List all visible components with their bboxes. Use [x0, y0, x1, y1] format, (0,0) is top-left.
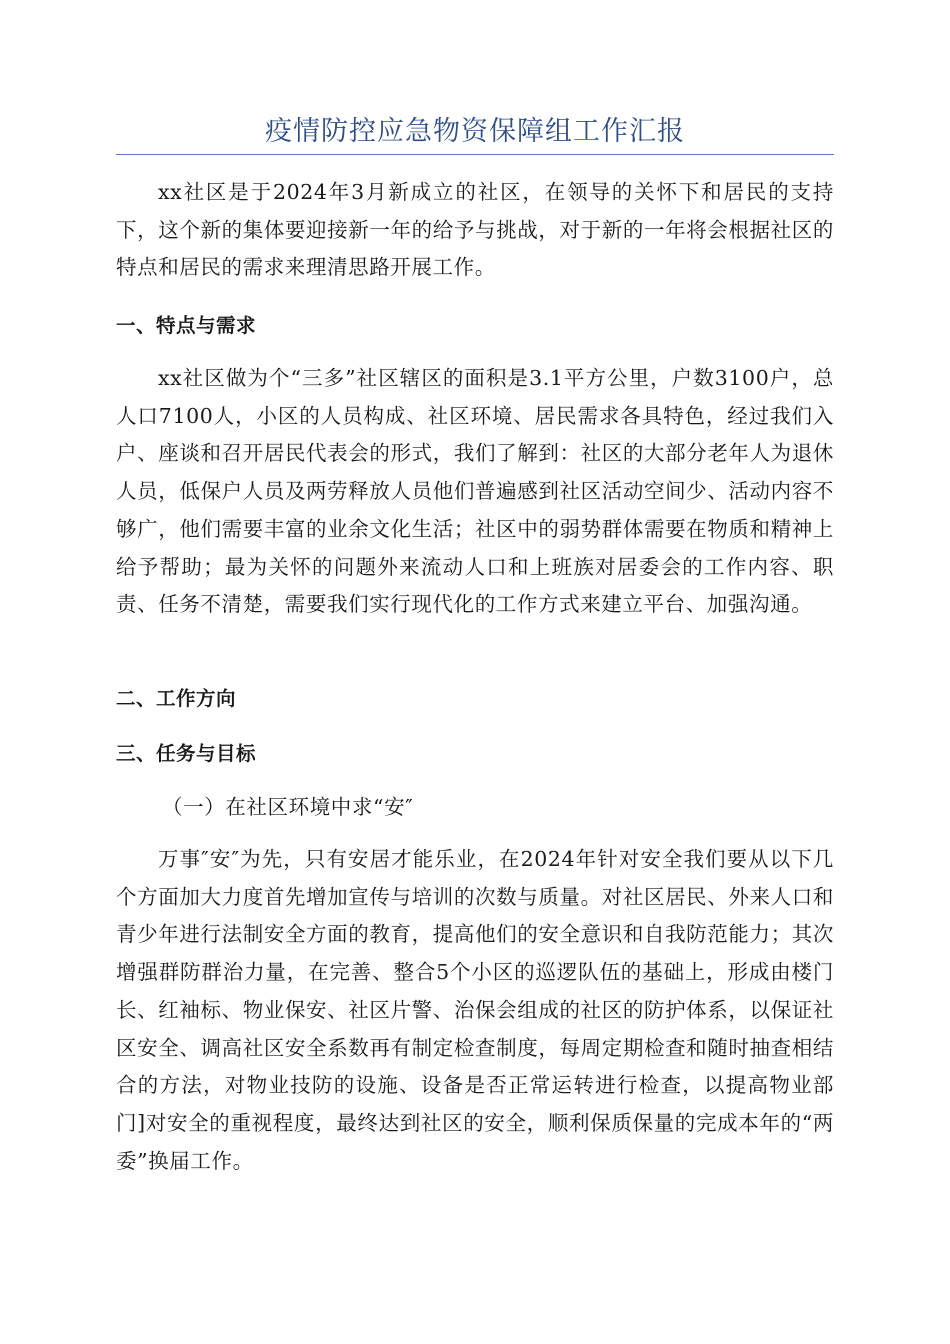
- subsection-heading-1: （一）在社区环境中求“安″: [162, 795, 414, 819]
- section-heading-3: 三、任务与目标: [116, 742, 257, 765]
- section-heading-2: 二、工作方向: [116, 687, 237, 710]
- section-1-paragraph: xx社区做为个“三多”社区辖区的面积是3.1平方公里，户数3100户，总人口7100人，小区的人员构成、社区环境、居民需求各具特色，经过我们入户、座谈和召开居民代表会的形式，我们了解到：社区的大部分老年人为退休人员，低保户人员及两劳释放人员他们普遍感到社区活动空间少、活动内容不够广，他们需要丰富的业余文化生活；社区中的弱势群体需要在物质和精神上给予帮助；最为关怀的问题外来流动人口和上班族对居委会的工作内容、职责、任务不清楚，需要我们实行现代化的工作方式来建立平台、加强沟通。: [116, 366, 834, 617]
- section-3-paragraph: 万事″安″为先，只有安居才能乐业，在2024年针对安全我们要从以下几个方面加大力度首先增加宣传与培训的次数与质量。对社区居民、外来人口和青少年进行法制安全方面的教育，提高他们的安全意识和自我防范能力；其次增强群防群治力量，在完善、整合5个小区的巡逻队伍的基础上，形成由楼门长、红袖标、物业保安、社区片警、治保会组成的社区的防护体系，以保证社区安全、调高社区安全系数再有制定检查制度，每周定期检查和随时抽查相结合的方法，对物业技防的设施、设备是否正常运转进行检查，以提高物业部门]对安全的重视程度，最终达到社区的安全，顺利保质保量的完成本年的“两委”换届工作。: [116, 847, 834, 1173]
- section-heading-1: 一、特点与需求: [116, 314, 257, 337]
- document-title: 疫情防控应急物资保障组工作汇报: [265, 116, 685, 147]
- title-underline: [116, 154, 834, 155]
- intro-paragraph: xx社区是于2024年3月新成立的社区，在领导的关怀下和居民的支持下，这个新的集体要迎接新一年的给予与挑战，对于新的一年将会根据社区的特点和居民的需求来理清思路开展工作。: [116, 180, 834, 280]
